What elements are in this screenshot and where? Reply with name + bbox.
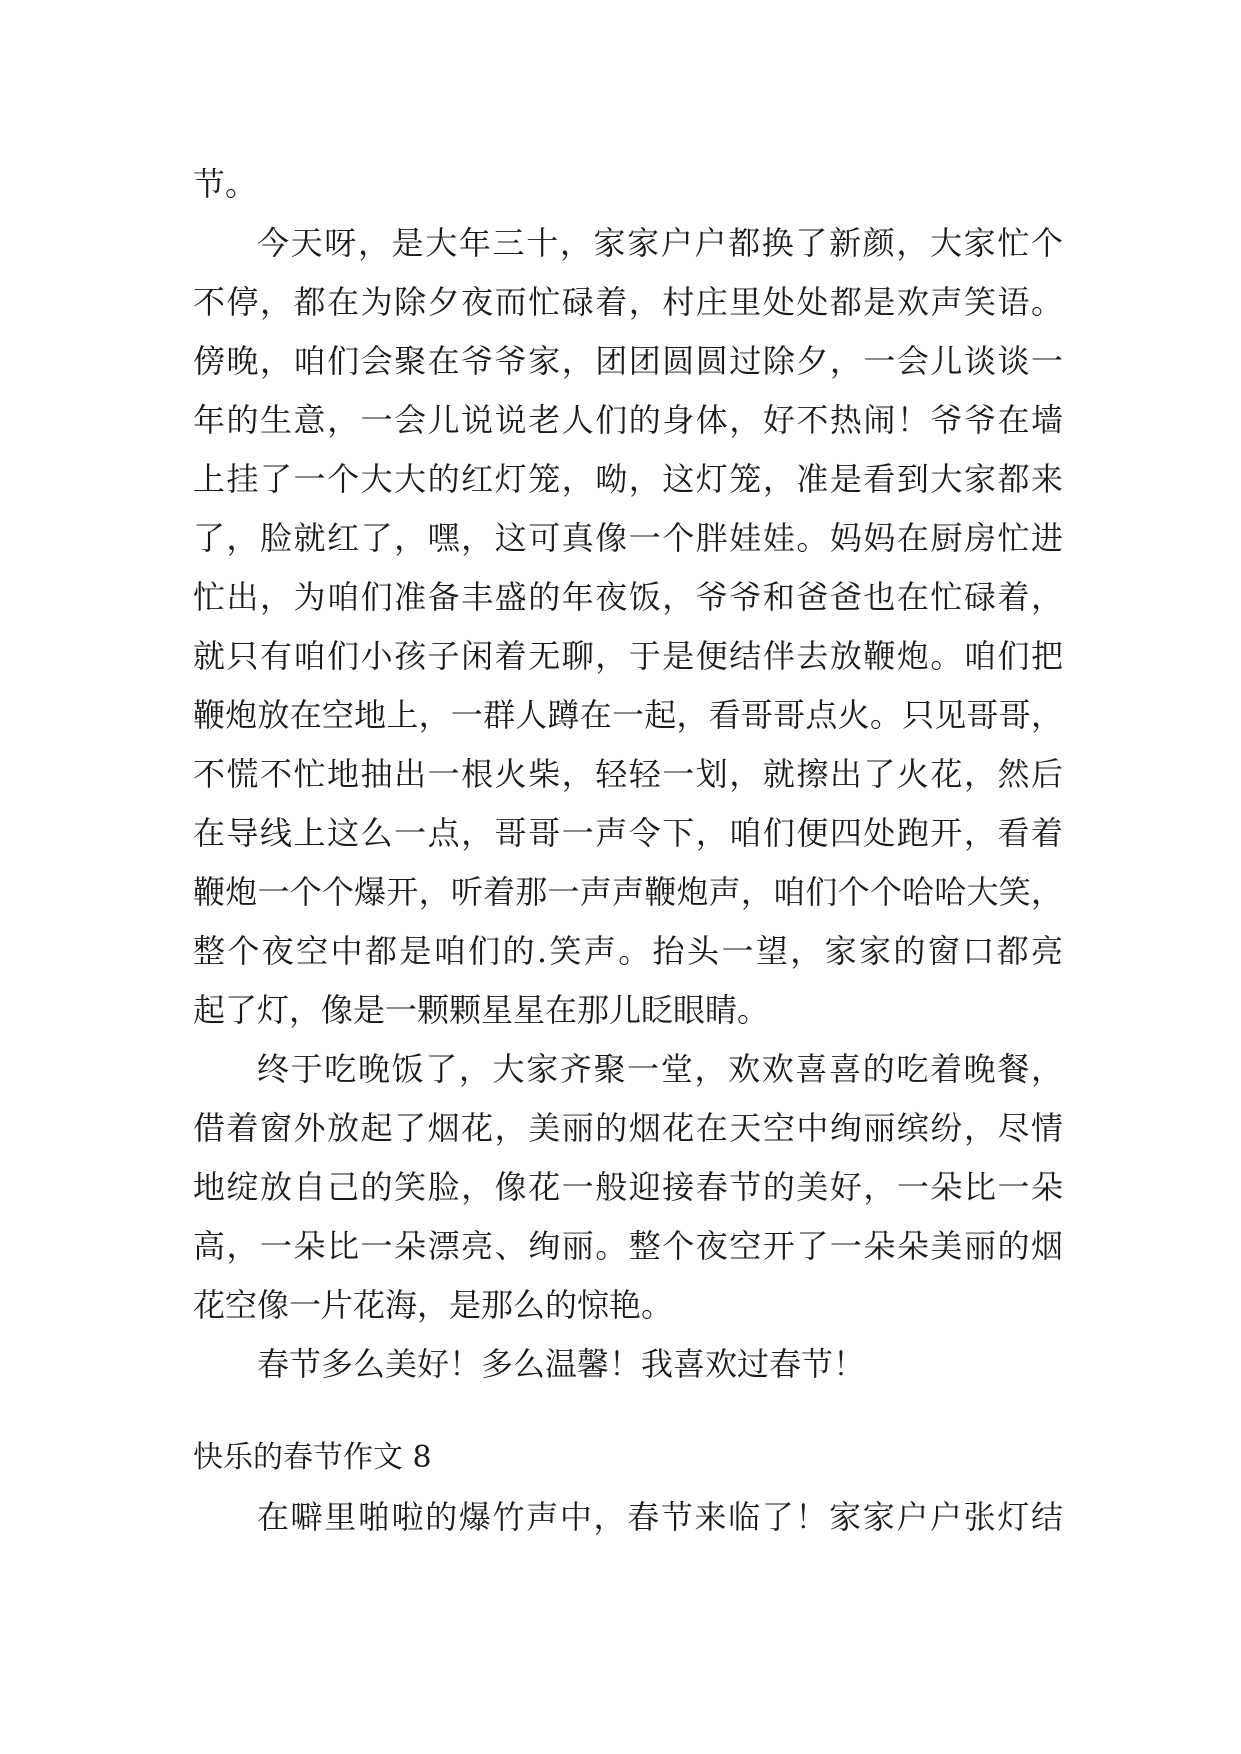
- paragraph-2-line-5: 花空像一片花海，是那么的惊艳。: [193, 1286, 674, 1324]
- paragraph-2-line-3: 地绽放自己的笑脸，像花一般迎接春节的美好，一朵比一朵: [193, 1168, 1063, 1206]
- paragraph-3: 春节多么美好！多么温馨！我喜欢过春节！: [257, 1345, 866, 1383]
- paragraph-2-line-1: 终于吃晚饭了，大家齐聚一堂，欢欢喜喜的吃着晚餐，: [257, 1050, 1063, 1088]
- paragraph-1-line-2: 不停，都在为除夕夜而忙碌着，村庄里处处都是欢声笑语。: [193, 283, 1063, 321]
- paragraph-1-line-13: 整个夜空中都是咱们的.笑声。抬头一望，家家的窗口都亮: [193, 932, 1063, 970]
- paragraph-4-line-1: 在噼里啪啦的爆竹声中，春节来临了！家家户户张灯结: [257, 1498, 1063, 1536]
- paragraph-1-line-8: 就只有咱们小孩子闲着无聊，于是便结伴去放鞭炮。咱们把: [193, 637, 1063, 675]
- paragraph-1-line-3: 傍晚，咱们会聚在爷爷家，团团圆圆过除夕，一会儿谈谈一: [193, 342, 1063, 380]
- paragraph-1-line-10: 不慌不忙地抽出一根火柴，轻轻一划，就擦出了火花，然后: [193, 755, 1063, 793]
- paragraph-1-line-11: 在导线上这么一点，哥哥一声令下，咱们便四处跑开，看着: [193, 814, 1063, 852]
- section-heading: 快乐的春节作文 8: [193, 1440, 432, 1475]
- paragraph-1-line-7: 忙出，为咱们准备丰盛的年夜饭，爷爷和爸爸也在忙碌着，: [193, 578, 1063, 616]
- paragraph-1-line-5: 上挂了一个大大的红灯笼，呦，这灯笼，准是看到大家都来: [193, 460, 1063, 498]
- paragraph-1-line-14: 起了灯，像是一颗颗星星在那儿眨眼睛。: [193, 991, 770, 1029]
- paragraph-1-line-1: 今天呀，是大年三十，家家户户都换了新颜，大家忙个: [257, 224, 1063, 262]
- paragraph-1-line-12: 鞭炮一个个爆开，听着那一声声鞭炮声，咱们个个哈哈大笑，: [193, 873, 1063, 911]
- paragraph-1-line-6: 了，脸就红了，嘿，这可真像一个胖娃娃。妈妈在厨房忙进: [193, 519, 1063, 557]
- paragraph-2-line-4: 高，一朵比一朵漂亮、绚丽。整个夜空开了一朵朵美丽的烟: [193, 1227, 1063, 1265]
- paragraph-2-line-2: 借着窗外放起了烟花，美丽的烟花在天空中绚丽缤纷，尽情: [193, 1109, 1063, 1147]
- paragraph-1-line-4: 年的生意，一会儿说说老人们的身体，好不热闹！爷爷在墙: [193, 401, 1063, 439]
- paragraph-1-line-9: 鞭炮放在空地上，一群人蹲在一起，看哥哥点火。只见哥哥，: [193, 696, 1063, 734]
- text-line: 节。: [193, 165, 258, 203]
